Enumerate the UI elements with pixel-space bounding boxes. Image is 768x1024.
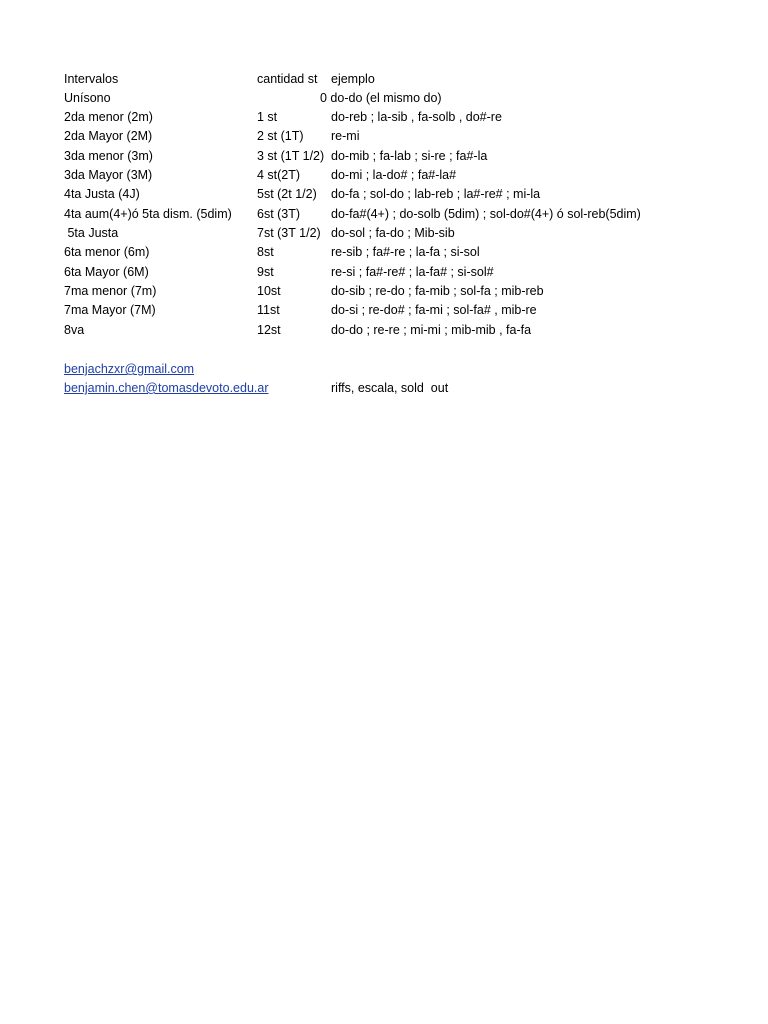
ejemplo-cell: do-sol ; fa-do ; Mib-sib	[331, 226, 455, 240]
ejemplo-cell: do-mi ; la-do# ; fa#-la#	[331, 168, 457, 182]
table-row-unisono	[0, 89, 768, 108]
cantidad-cell: 6st (3T)	[257, 207, 301, 221]
table-row	[0, 263, 768, 282]
table-row	[0, 224, 768, 243]
ejemplo-cell: do-mib ; fa-lab ; si-re ; fa#-la	[331, 149, 488, 163]
cantidad-cell: 5st (2t 1/2)	[257, 187, 317, 201]
intervalo-cell: 6ta menor (6m)	[64, 245, 150, 259]
header-intervalos: Intervalos	[64, 72, 119, 86]
table-row	[0, 321, 768, 340]
cantidad-cell: 10st	[257, 284, 281, 298]
table-row	[0, 147, 768, 166]
table-row	[0, 185, 768, 204]
note-text: riffs, escala, sold out	[331, 381, 449, 395]
intervalo-cell: 8va	[64, 323, 85, 337]
cantidad-cell: 7st (3T 1/2)	[257, 226, 321, 240]
cantidad-cell: 1 st	[257, 110, 278, 124]
table-row	[0, 205, 768, 224]
ejemplo-cell: do-do ; re-re ; mi-mi ; mib-mib , fa-fa	[331, 323, 532, 337]
intervalo-cell: 4ta aum(4+)ó 5ta dism. (5dim)	[64, 207, 232, 221]
intervalo-cell: 2da menor (2m)	[64, 110, 153, 124]
table-header-row	[0, 70, 768, 89]
intervalo-cell: 4ta Justa (4J)	[64, 187, 140, 201]
intervalo-cell: 6ta Mayor (6M)	[64, 265, 149, 279]
ejemplo-cell: do-si ; re-do# ; fa-mi ; sol-fa# , mib-re	[331, 303, 537, 317]
intervalo-cell: Unísono	[64, 91, 111, 105]
table-row	[0, 108, 768, 127]
cantidad-cell: 12st	[257, 323, 281, 337]
ejemplo-cell: do-fa ; sol-do ; lab-reb ; la#-re# ; mi-la	[331, 187, 541, 201]
ejemplo-cell: do-sib ; re-do ; fa-mib ; sol-fa ; mib-reb	[331, 284, 544, 298]
intervalo-cell: 2da Mayor (2M)	[64, 129, 153, 143]
table-row	[0, 127, 768, 146]
intervalo-cell: 7ma Mayor (7M)	[64, 303, 156, 317]
header-cantidad: cantidad st	[257, 72, 318, 86]
email-link-gmail[interactable]: benjachzxr@gmail.com	[64, 362, 195, 376]
ejemplo-cell: re-sib ; fa#-re ; la-fa ; si-sol	[331, 245, 480, 259]
cantidad-cell: 11st	[257, 303, 280, 317]
contact-row-1	[0, 360, 768, 379]
table-row	[0, 166, 768, 185]
table-row	[0, 301, 768, 320]
intervalo-cell: 3da Mayor (3M)	[64, 168, 153, 182]
contact-row-2	[0, 379, 768, 398]
ejemplo-cell: do-fa#(4+) ; do-solb (5dim) ; sol-do#(4+) ó sol-reb(5dim)	[331, 207, 641, 221]
header-ejemplo: ejemplo	[331, 72, 375, 86]
ejemplo-cell: re-si ; fa#-re# ; la-fa# ; si-sol#	[331, 265, 494, 279]
intervalo-cell: 5ta Justa	[64, 226, 119, 240]
cantidad-ejemplo-cell: 0 do-do (el mismo do)	[320, 91, 442, 105]
email-link-school[interactable]: benjamin.chen@tomasdevoto.edu.ar	[64, 381, 269, 395]
ejemplo-cell: re-mi	[331, 129, 360, 143]
cantidad-cell: 8st	[257, 245, 274, 259]
cantidad-cell: 2 st (1T)	[257, 129, 304, 143]
table-row	[0, 282, 768, 301]
cantidad-cell: 3 st (1T 1/2)	[257, 149, 325, 163]
cantidad-cell: 9st	[257, 265, 274, 279]
intervalo-cell: 7ma menor (7m)	[64, 284, 157, 298]
intervalo-cell: 3da menor (3m)	[64, 149, 153, 163]
cantidad-cell: 4 st(2T)	[257, 168, 301, 182]
ejemplo-cell: do-reb ; la-sib , fa-solb , do#-re	[331, 110, 502, 124]
table-row	[0, 243, 768, 262]
